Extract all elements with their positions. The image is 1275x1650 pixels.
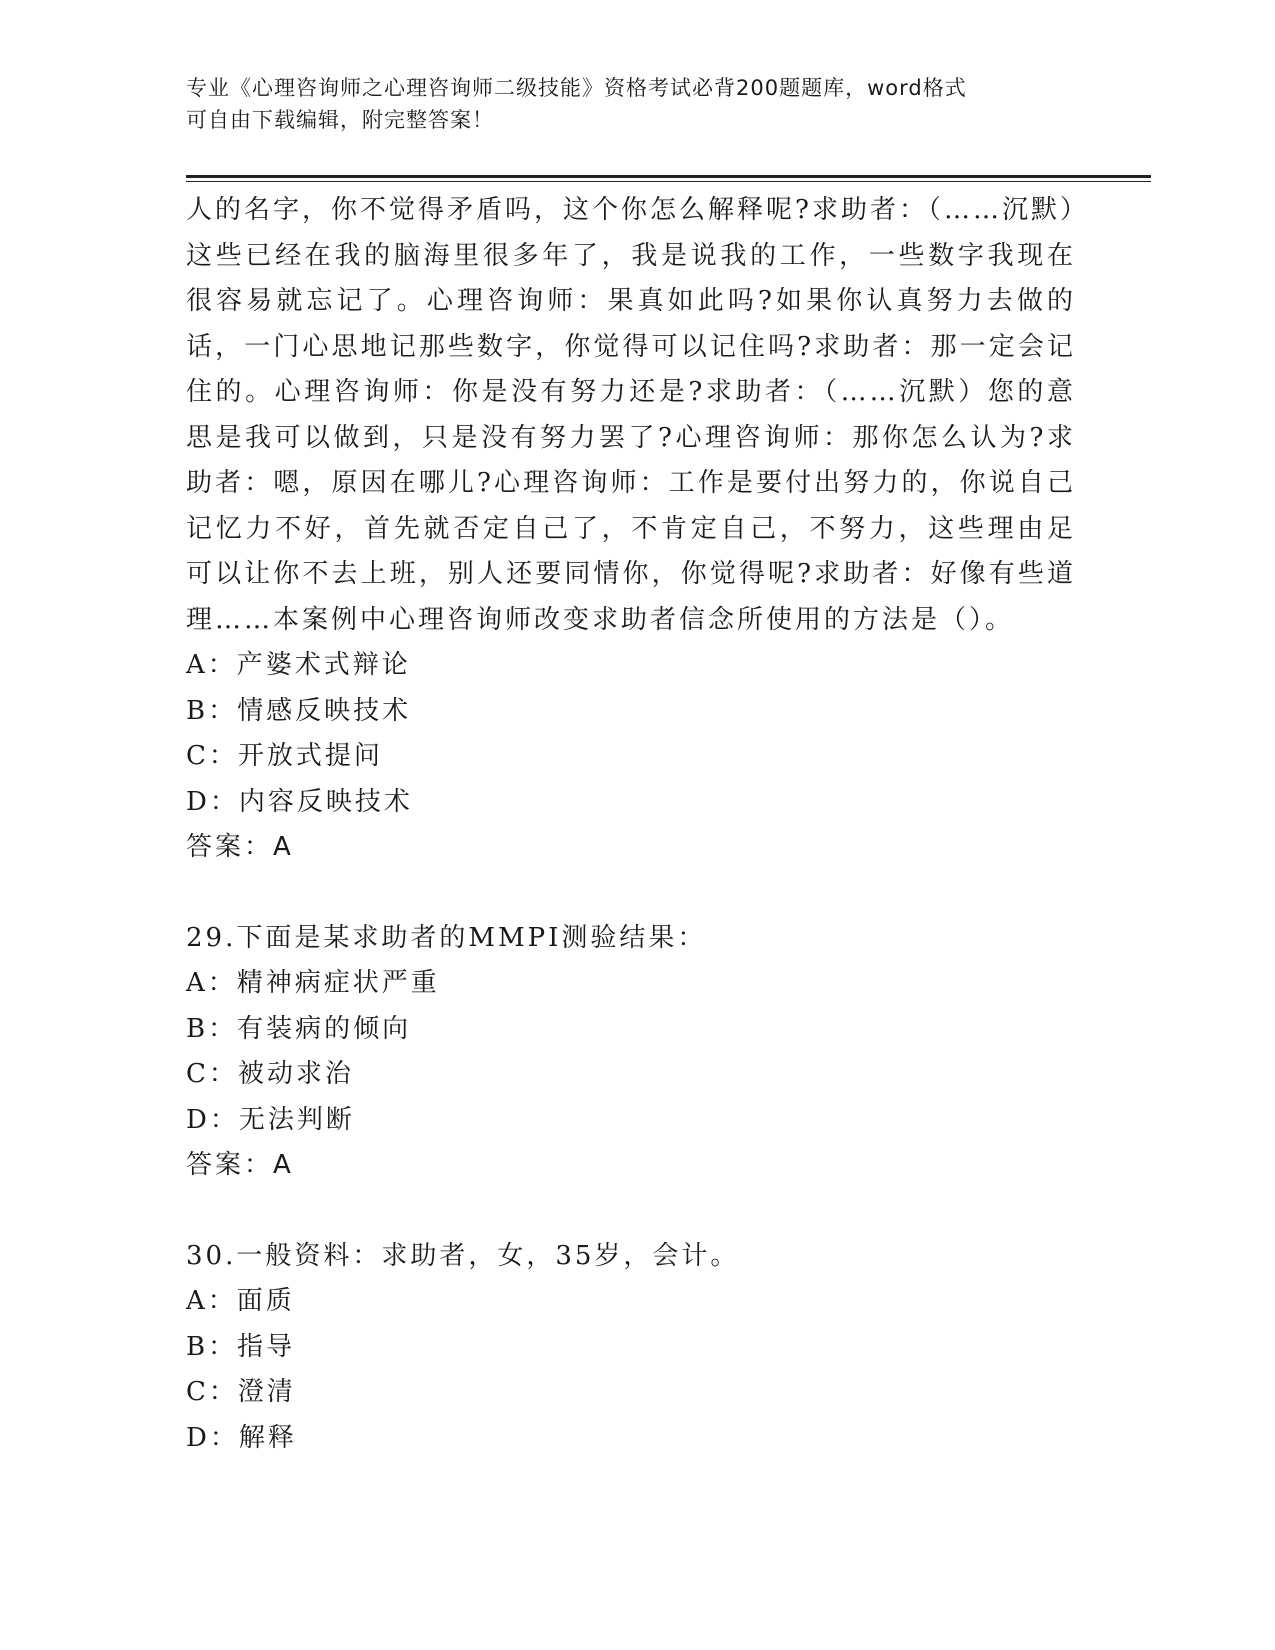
question-28-answer: 答案：A	[186, 832, 294, 862]
question-28-option-d: D：内容反映技术	[186, 786, 413, 817]
spacer	[186, 871, 1076, 916]
question-30-option-a: A：面质	[186, 1286, 295, 1316]
question-29-option-c: C：被动求治	[186, 1059, 354, 1089]
question-29-option-b: B：有装病的倾向	[186, 1013, 412, 1044]
document-body	[186, 188, 1076, 1461]
question-28-text: 人的名字，你不觉得矛盾吗，这个你怎么解释呢?求助者：（……沉默）这些已经在我的脑海里很多年了，我是说我的工作，一些数字我现在很容易就忘记了。心理咨询师：果真如此吗?如果你认真努力去做的话，一门心思地记那些数字，你觉得可以记住吗?求助者：那一定会记住的。心理咨询师：你是没有努力还是?求助者：（……沉默）您的意思是我可以做到，只是没有努力罢了?心理咨询师：那你怎么认为?求助者：嗯，原因在哪儿?心理咨询师：工作是要付出努力的，你说自己记忆力不好，首先就否定自己了，不肯定自己，不努力，这些理由足可以让你不去上班，别人还要同情你，你觉得呢?求助者：好像有些道理……本案例中心理咨询师改变求助者信念所使用的方法是（）。	[186, 195, 1076, 635]
header-title-line-2: 可自由下载编辑，附完整答案！	[186, 108, 494, 132]
question-30-option-d: D：解释	[186, 1422, 297, 1453]
question-29-answer: 答案：A	[186, 1150, 294, 1180]
question-29	[186, 916, 1076, 1189]
question-29-option-d: D：无法判断	[186, 1104, 355, 1135]
question-28-option-a: A：产婆术式辩论	[186, 650, 411, 680]
question-30-option-b: B：指导	[186, 1331, 296, 1362]
header-title-line-1: 专业《心理咨询师之心理咨询师二级技能》资格考试必背200题题库，word格式	[186, 76, 967, 100]
spacer	[186, 1189, 1076, 1234]
page-header	[186, 72, 1066, 136]
question-28-option-b: B：情感反映技术	[186, 695, 412, 726]
question-28	[186, 188, 1076, 871]
question-29-option-a: A：精神病症状严重	[186, 968, 440, 998]
question-29-stem: 29.下面是某求助者的MMPI测验结果：	[186, 922, 707, 953]
question-30	[186, 1234, 1076, 1462]
header-divider-thick	[186, 175, 1151, 178]
question-28-option-c: C：开放式提问	[186, 741, 383, 771]
header-divider-thin	[186, 181, 1151, 182]
question-30-option-c: C：澄清	[186, 1377, 296, 1407]
question-30-stem: 30.一般资料：求助者，女，35岁，会计。	[186, 1240, 740, 1271]
